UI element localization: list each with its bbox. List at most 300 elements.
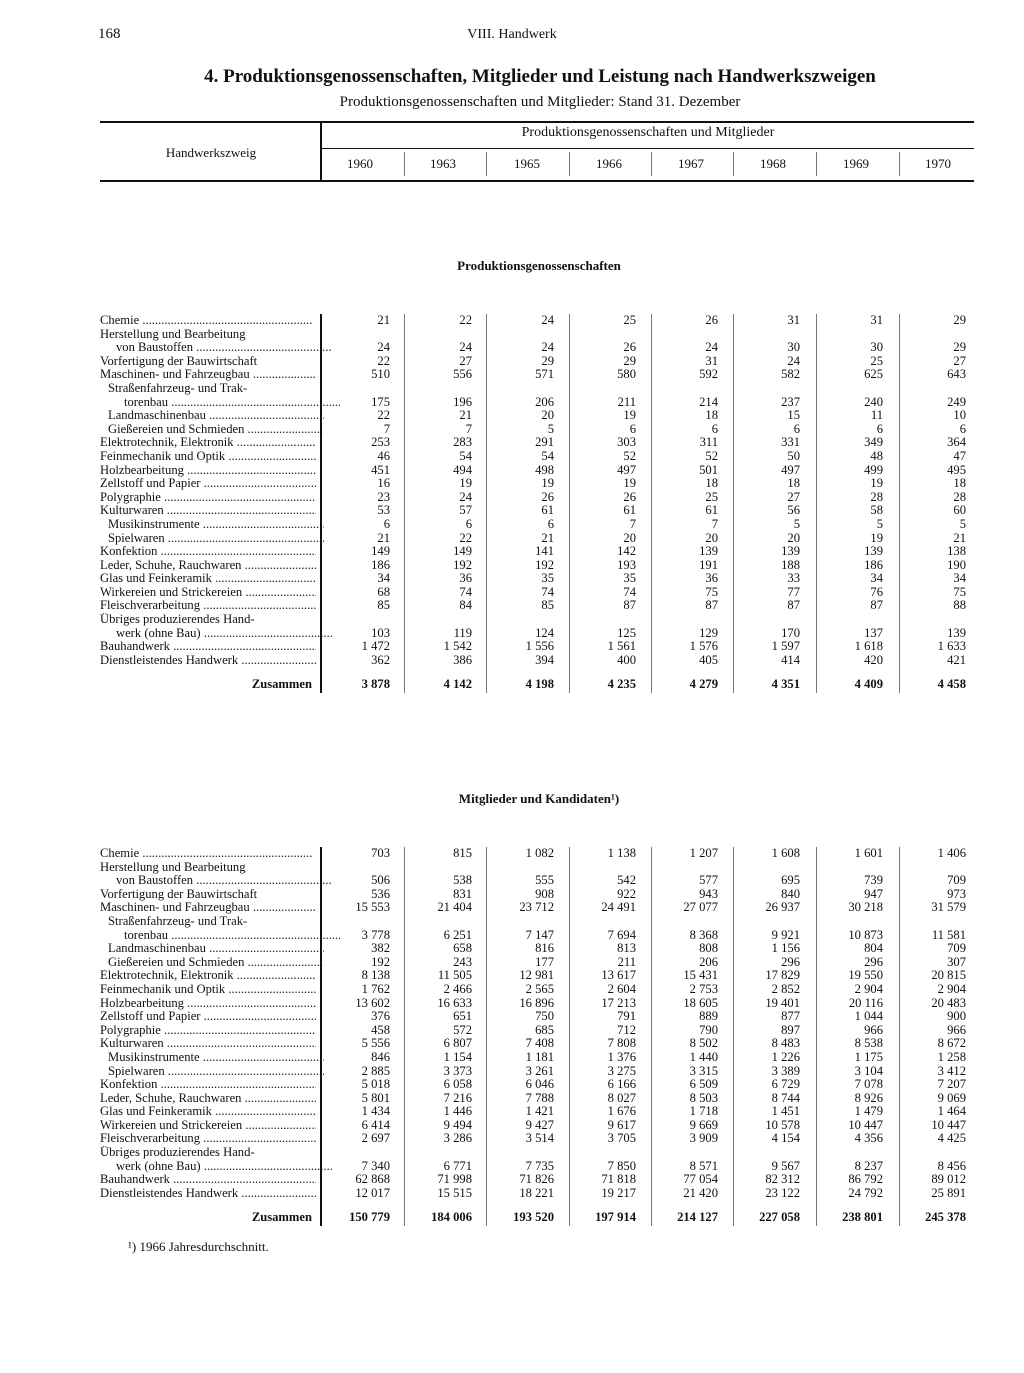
value-cell: 592 — [699, 367, 718, 382]
value-cell: 18 — [953, 476, 966, 491]
value-cell: 3 909 — [689, 1131, 718, 1146]
value-cell: 10 873 — [848, 927, 883, 942]
value-cell: 24 — [541, 313, 554, 327]
value-cell: 2 466 — [443, 981, 472, 996]
value-cell: 7 147 — [525, 927, 554, 942]
value-cell: 30 218 — [848, 900, 883, 915]
table-row — [100, 464, 974, 478]
row-label: Maschinen- und Fahrzeugbau ..... — [100, 901, 316, 915]
value-cell: 6 729 — [771, 1077, 800, 1092]
value-cell: 20 483 — [931, 995, 966, 1010]
value-cell: 897 — [781, 1022, 800, 1037]
column-divider — [569, 314, 570, 693]
value-cell: 1 718 — [689, 1104, 718, 1119]
row-label: Vorfertigung der Bauwirtschaft — [100, 887, 258, 901]
value-cell: 420 — [864, 652, 883, 667]
value-cell: 87 — [787, 598, 800, 613]
value-cell: 8 571 — [689, 1158, 718, 1173]
value-cell: 1 608 — [771, 846, 800, 860]
value-cell: 138 — [947, 544, 966, 559]
value-cell: 510 — [371, 367, 390, 382]
value-cell: 364 — [947, 435, 966, 450]
value-cell: 1 542 — [443, 639, 472, 654]
value-cell: 1 618 — [854, 639, 883, 654]
value-cell: 8 237 — [854, 1158, 883, 1173]
value-cell: 2 904 — [854, 981, 883, 996]
value-cell: 15 553 — [355, 900, 390, 915]
value-cell: 4 142 — [443, 677, 472, 692]
row-label: Musikinstrumente ..... — [100, 518, 324, 532]
value-cell: 386 — [453, 652, 472, 667]
column-divider — [651, 847, 652, 1226]
value-cell: 27 — [787, 489, 800, 504]
row-label: Spielwaren ..... — [100, 532, 324, 546]
value-cell: 8 138 — [361, 968, 390, 983]
row-label: Kulturwaren ..... — [100, 1037, 316, 1051]
year-header: 1960 — [347, 156, 373, 171]
value-cell: 1 154 — [443, 1049, 472, 1064]
table-row — [100, 874, 974, 888]
value-cell: 1 576 — [689, 639, 718, 654]
value-cell: 538 — [453, 873, 472, 888]
value-cell: 947 — [864, 886, 883, 901]
value-cell: 1 561 — [607, 639, 636, 654]
value-cell: 943 — [699, 886, 718, 901]
value-cell: 7 207 — [937, 1077, 966, 1092]
value-cell: 7 735 — [525, 1158, 554, 1173]
value-cell: 908 — [535, 886, 554, 901]
table-row — [100, 382, 974, 396]
table-subtitle: Produktionsgenossenschaften und Mitglieder: Stand 31. Dezember — [339, 94, 741, 110]
value-cell: 18 605 — [683, 995, 718, 1010]
value-cell: 58 — [870, 503, 883, 518]
value-cell: 19 — [541, 476, 554, 491]
table-row — [100, 586, 974, 600]
value-cell: 245 378 — [925, 1210, 966, 1225]
value-cell: 30 — [870, 340, 883, 355]
value-cell: 142 — [617, 544, 636, 559]
value-cell: 6 807 — [443, 1036, 472, 1051]
value-cell: 77 — [787, 584, 800, 599]
value-cell: 1 762 — [361, 981, 390, 996]
value-cell: 3 275 — [607, 1063, 636, 1078]
row-label: Kulturwaren ..... — [100, 504, 316, 518]
value-cell: 3 261 — [525, 1063, 554, 1078]
value-cell: 10 578 — [765, 1117, 800, 1132]
value-cell: 405 — [699, 652, 718, 667]
value-cell: 4 409 — [854, 677, 883, 692]
value-cell: 7 — [383, 421, 390, 436]
value-cell: 21 — [459, 408, 472, 423]
top-rule — [100, 121, 974, 123]
value-cell: 15 — [787, 408, 800, 423]
column-divider — [816, 314, 817, 693]
value-cell: 1 440 — [689, 1049, 718, 1064]
value-cell: 124 — [535, 625, 554, 640]
value-cell: 15 431 — [683, 968, 718, 983]
table-row — [100, 423, 974, 437]
value-cell: 25 — [623, 313, 636, 327]
value-cell: 54 — [541, 448, 554, 463]
column-divider — [404, 847, 405, 1226]
value-cell: 813 — [617, 941, 636, 956]
row-label: Chemie ..... — [100, 847, 316, 861]
value-cell: 1 181 — [525, 1049, 554, 1064]
value-cell: 1 601 — [854, 846, 883, 860]
footnote: ¹) 1966 Jahresdurchschnitt. — [128, 1239, 269, 1254]
value-cell: 7 694 — [607, 927, 636, 942]
value-cell: 4 154 — [771, 1131, 800, 1146]
value-cell: 3 778 — [361, 927, 390, 942]
value-cell: 5 — [793, 516, 800, 531]
value-cell: 76 — [870, 584, 883, 599]
value-cell: 2 697 — [361, 1131, 390, 1146]
value-cell: 34 — [377, 571, 390, 586]
value-cell: 227 058 — [759, 1210, 800, 1225]
value-cell: 501 — [699, 462, 718, 477]
value-cell: 625 — [864, 367, 883, 382]
value-cell: 24 — [459, 489, 472, 504]
value-cell: 577 — [699, 873, 718, 888]
row-label: Spielwaren ..... — [100, 1065, 324, 1079]
value-cell: 29 — [953, 313, 966, 327]
row-label: Fleischverarbeitung ..... — [100, 1132, 316, 1146]
value-cell: 9 617 — [607, 1117, 636, 1132]
row-label: Glas und Feinkeramik ..... — [100, 1105, 316, 1119]
table-row — [100, 572, 974, 586]
value-cell: 28 — [870, 489, 883, 504]
value-cell: 1 044 — [854, 1009, 883, 1024]
value-cell: 382 — [371, 941, 390, 956]
table-row — [100, 1065, 974, 1079]
value-cell: 1 446 — [443, 1104, 472, 1119]
table-row — [100, 1146, 974, 1160]
row-label: Bauhandwerk ..... — [100, 1173, 316, 1187]
value-cell: 31 579 — [931, 900, 966, 915]
value-cell: 4 279 — [689, 677, 718, 692]
value-cell: 129 — [699, 625, 718, 640]
value-cell: 61 — [623, 503, 636, 518]
value-cell: 8 456 — [937, 1158, 966, 1173]
value-cell: 177 — [535, 954, 554, 969]
table-row — [100, 1173, 974, 1187]
value-cell: 6 046 — [525, 1077, 554, 1092]
value-cell: 7 216 — [443, 1090, 472, 1105]
table-row — [100, 532, 974, 546]
value-cell: 24 — [541, 340, 554, 355]
value-cell: 8 503 — [689, 1090, 718, 1105]
value-cell: 84 — [459, 598, 472, 613]
table-row — [100, 504, 974, 518]
value-cell: 6 — [959, 421, 966, 436]
value-cell: 5 — [547, 421, 554, 436]
row-label: Polygraphie ..... — [100, 1024, 316, 1038]
value-cell: 804 — [864, 941, 883, 956]
value-cell: 6 — [711, 421, 718, 436]
row-label: Herstellung und Bearbeitung — [100, 327, 246, 341]
value-cell: 2 753 — [689, 981, 718, 996]
value-cell: 56 — [787, 503, 800, 518]
row-label: Zellstoff und Papier ..... — [100, 1010, 316, 1024]
table-row — [100, 640, 974, 654]
value-cell: 31 — [870, 313, 883, 327]
value-cell: 8 368 — [689, 927, 718, 942]
value-cell: 8 926 — [854, 1090, 883, 1105]
value-cell: 35 — [541, 571, 554, 586]
row-label: Dienstleistendes Handwerk ..... — [100, 1187, 316, 1201]
table-row — [100, 1078, 974, 1092]
value-cell: 3 705 — [607, 1131, 636, 1146]
row-label: von Baustoffen ..... — [100, 874, 332, 888]
value-cell: 7 340 — [361, 1158, 390, 1173]
value-cell: 88 — [953, 598, 966, 613]
value-cell: 283 — [453, 435, 472, 450]
value-cell: 685 — [535, 1022, 554, 1037]
column-divider — [733, 847, 734, 1226]
table-row — [100, 545, 974, 559]
value-cell: 21 — [377, 313, 390, 327]
value-cell: 1 597 — [771, 639, 800, 654]
value-cell: 1 082 — [525, 846, 554, 860]
value-cell: 17 213 — [601, 995, 636, 1010]
value-cell: 24 792 — [848, 1185, 883, 1200]
value-cell: 6 414 — [361, 1117, 390, 1132]
table-row — [100, 599, 974, 613]
table-row — [100, 983, 974, 997]
row-label: Elektrotechnik, Elektronik ..... — [100, 969, 316, 983]
value-cell: 311 — [699, 435, 718, 450]
row-label: Straßenfahrzeug- und Trak- — [108, 381, 248, 395]
section-title-members: Mitglieder und Kandidaten¹) — [458, 791, 620, 806]
table-row — [100, 396, 974, 410]
value-cell: 46 — [377, 448, 390, 463]
value-cell: 20 116 — [848, 995, 883, 1010]
value-cell: 34 — [870, 571, 883, 586]
column-divider — [899, 314, 900, 693]
value-cell: 54 — [459, 448, 472, 463]
value-cell: 494 — [453, 462, 472, 477]
value-cell: 1 138 — [607, 846, 636, 860]
row-label: Maschinen- und Fahrzeugbau ..... — [100, 368, 316, 382]
value-cell: 52 — [623, 448, 636, 463]
value-cell: 18 — [705, 476, 718, 491]
value-cell: 139 — [947, 625, 966, 640]
value-cell: 571 — [535, 367, 554, 382]
row-label: Musikinstrumente ..... — [100, 1051, 324, 1065]
table-row — [100, 477, 974, 491]
value-cell: 75 — [705, 584, 718, 599]
value-cell: 4 458 — [937, 677, 966, 692]
value-cell: 26 — [623, 489, 636, 504]
value-cell: 23 122 — [765, 1185, 800, 1200]
value-cell: 52 — [705, 448, 718, 463]
column-divider — [486, 847, 487, 1226]
value-cell: 11 505 — [437, 968, 472, 983]
value-cell: 24 491 — [601, 900, 636, 915]
table-row — [100, 1132, 974, 1146]
table-row — [100, 1010, 974, 1024]
value-cell: 900 — [947, 1009, 966, 1024]
value-cell: 87 — [705, 598, 718, 613]
value-cell: 21 — [953, 530, 966, 545]
value-cell: 8 483 — [771, 1036, 800, 1051]
value-cell: 53 — [377, 503, 390, 518]
value-cell: 815 — [453, 846, 472, 860]
row-label: torenbau ..... — [100, 929, 340, 943]
value-cell: 9 427 — [525, 1117, 554, 1132]
value-cell: 703 — [371, 846, 390, 860]
table-row — [100, 355, 974, 369]
value-cell: 86 792 — [848, 1172, 883, 1187]
value-cell: 495 — [947, 462, 966, 477]
members-table — [100, 847, 974, 1226]
value-cell: 12 981 — [519, 968, 554, 983]
value-cell: 27 — [459, 353, 472, 368]
value-cell: 68 — [377, 584, 390, 599]
value-cell: 214 — [699, 394, 718, 409]
header-inner-rule — [322, 148, 974, 149]
value-cell: 13 602 — [355, 995, 390, 1010]
value-cell: 4 425 — [937, 1131, 966, 1146]
column-divider — [651, 314, 652, 693]
table-row — [100, 1024, 974, 1038]
column-divider — [899, 847, 900, 1226]
cooperatives-table — [100, 314, 974, 693]
value-cell: 5 — [959, 516, 966, 531]
table-row — [100, 1037, 974, 1051]
row-label: Leder, Schuhe, Rauchwaren ..... — [100, 1092, 316, 1106]
value-cell: 141 — [535, 544, 554, 559]
value-cell: 237 — [781, 394, 800, 409]
value-cell: 296 — [781, 954, 800, 969]
value-cell: 2 604 — [607, 981, 636, 996]
value-cell: 214 127 — [677, 1210, 718, 1225]
value-cell: 75 — [953, 584, 966, 599]
value-cell: 840 — [781, 886, 800, 901]
row-label: Herstellung und Bearbeitung — [100, 860, 246, 874]
value-cell: 21 — [377, 530, 390, 545]
value-cell: 253 — [371, 435, 390, 450]
value-cell: 29 — [953, 340, 966, 355]
value-cell: 712 — [617, 1022, 636, 1037]
table-row — [100, 409, 974, 423]
table-row — [100, 1160, 974, 1174]
row-label: Übriges produzierendes Hand- — [100, 1146, 255, 1160]
value-cell: 21 420 — [683, 1185, 718, 1200]
row-label: Polygraphie ..... — [100, 491, 316, 505]
value-cell: 71 998 — [437, 1172, 472, 1187]
value-cell: 458 — [371, 1022, 390, 1037]
value-cell: 1 258 — [937, 1049, 966, 1064]
value-cell: 139 — [699, 544, 718, 559]
value-cell: 1 156 — [771, 941, 800, 956]
row-label: Übriges produzierendes Hand- — [100, 613, 255, 627]
value-cell: 196 — [453, 394, 472, 409]
value-cell: 1 556 — [525, 639, 554, 654]
value-cell: 2 904 — [937, 981, 966, 996]
value-cell: 2 852 — [771, 981, 800, 996]
value-cell: 1 451 — [771, 1104, 800, 1119]
table-row — [100, 915, 974, 929]
value-cell: 89 012 — [931, 1172, 966, 1187]
value-cell: 20 — [705, 530, 718, 545]
value-cell: 580 — [617, 367, 636, 382]
total-label: Zusammen — [251, 677, 312, 692]
value-cell: 2 885 — [361, 1063, 390, 1078]
value-cell: 376 — [371, 1009, 390, 1024]
value-cell: 4 351 — [771, 677, 800, 692]
value-cell: 6 771 — [443, 1158, 472, 1173]
value-cell: 5 801 — [361, 1090, 390, 1105]
value-cell: 7 — [711, 516, 718, 531]
value-cell: 243 — [453, 954, 472, 969]
value-cell: 750 — [535, 1009, 554, 1024]
table-row — [100, 368, 974, 382]
value-cell: 506 — [371, 873, 390, 888]
value-cell: 186 — [864, 557, 883, 572]
value-cell: 11 581 — [931, 927, 966, 942]
value-cell: 31 — [787, 313, 800, 327]
value-cell: 6 058 — [443, 1077, 472, 1092]
value-cell: 48 — [870, 448, 883, 463]
value-cell: 9 494 — [443, 1117, 472, 1132]
value-cell: 6 251 — [443, 927, 472, 942]
value-cell: 238 801 — [842, 1210, 883, 1225]
table-title: 4. Produktionsgenossenschaften, Mitglieder und Leistung nach Handwerkszweigen — [204, 66, 876, 87]
value-cell: 62 868 — [355, 1172, 390, 1187]
value-cell: 57 — [459, 503, 472, 518]
value-cell: 87 — [623, 598, 636, 613]
value-cell: 77 054 — [683, 1172, 718, 1187]
table-row — [100, 942, 974, 956]
value-cell: 61 — [541, 503, 554, 518]
year-header: 1968 — [760, 156, 786, 171]
table-row — [100, 847, 974, 861]
value-cell: 184 006 — [431, 1210, 472, 1225]
page-number: 168 — [98, 26, 121, 42]
value-cell: 6 509 — [689, 1077, 718, 1092]
value-cell: 497 — [617, 462, 636, 477]
row-label: werk (ohne Bau) ..... — [100, 627, 332, 641]
table-row — [100, 888, 974, 902]
value-cell: 8 502 — [689, 1036, 718, 1051]
value-cell: 8 538 — [854, 1036, 883, 1051]
value-cell: 26 937 — [765, 900, 800, 915]
table-row — [100, 901, 974, 915]
value-cell: 414 — [781, 652, 800, 667]
value-cell: 582 — [781, 367, 800, 382]
value-cell: 19 — [459, 476, 472, 491]
value-cell: 193 520 — [513, 1210, 554, 1225]
value-cell: 791 — [617, 1009, 636, 1024]
value-cell: 31 — [705, 353, 718, 368]
value-cell: 877 — [781, 1009, 800, 1024]
value-cell: 22 — [377, 408, 390, 423]
value-cell: 10 — [953, 408, 966, 423]
value-cell: 1 376 — [607, 1049, 636, 1064]
value-cell: 36 — [705, 571, 718, 586]
value-cell: 19 — [623, 476, 636, 491]
value-cell: 21 — [541, 530, 554, 545]
value-cell: 188 — [781, 557, 800, 572]
value-cell: 27 077 — [683, 900, 718, 915]
value-cell: 119 — [453, 625, 472, 640]
value-cell: 4 235 — [607, 677, 636, 692]
value-cell: 20 — [787, 530, 800, 545]
row-label: torenbau ..... — [100, 396, 340, 410]
value-cell: 30 — [787, 340, 800, 355]
value-cell: 24 — [377, 340, 390, 355]
